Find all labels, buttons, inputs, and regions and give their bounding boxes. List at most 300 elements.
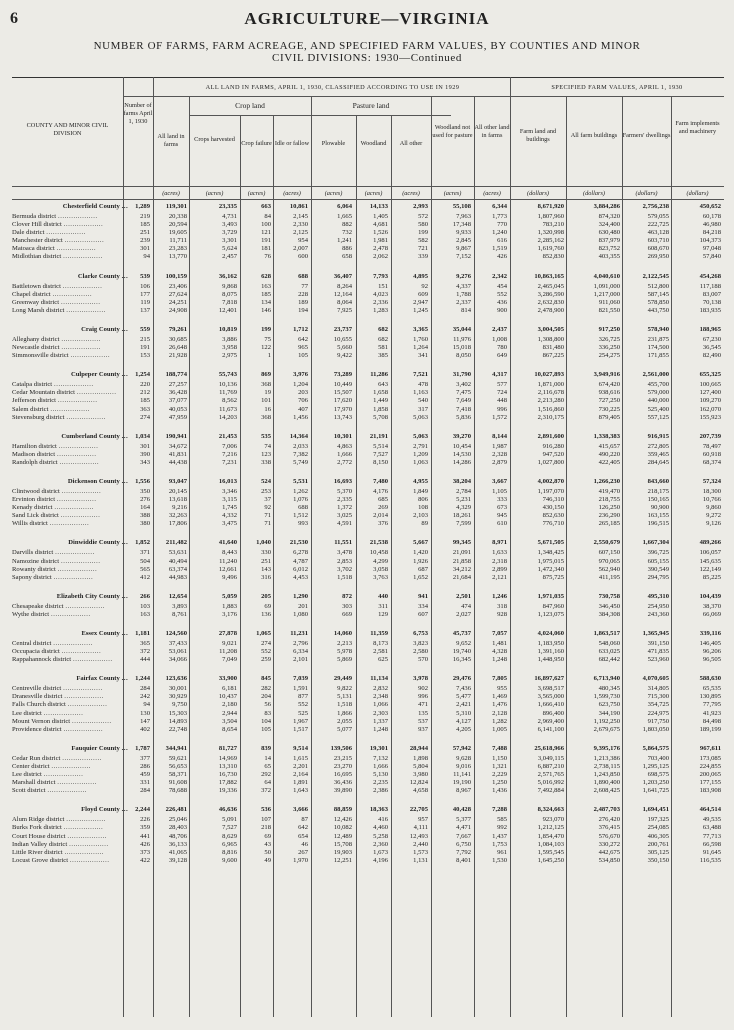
table-cell: 171,855	[647, 352, 669, 360]
district-row	[12, 640, 724, 648]
table-cell: 34,212	[452, 565, 471, 573]
table-cell: 236,290	[598, 512, 620, 520]
table-cell: 1,987	[492, 442, 507, 450]
table-cell: 4,205	[456, 725, 471, 733]
table-cell: 66,598	[702, 840, 721, 848]
table-cell: 3,763	[373, 573, 388, 581]
table-cell: 21,858	[452, 557, 471, 565]
table-cell: 5,836	[456, 413, 471, 421]
district-row	[12, 574, 724, 582]
table-cell: 996	[418, 693, 428, 701]
table-cell: 254,275	[598, 352, 620, 360]
table-cell: 2,845	[456, 237, 471, 245]
table-cell: 2,947	[413, 298, 428, 306]
table-cell: 73,289	[333, 371, 352, 379]
table-cell: 1,448,950	[537, 656, 564, 664]
table-cell: 48,706	[168, 832, 187, 840]
table-cell: 3,976	[293, 371, 308, 379]
table-cell: 190,941	[165, 432, 187, 440]
table-cell: 1,456	[293, 413, 308, 421]
table-cell: 197,325	[647, 816, 669, 824]
table-cell: 2,164	[293, 771, 308, 779]
table-cell: 839	[261, 744, 271, 752]
table-cell: 5,077	[337, 725, 352, 733]
table-cell: 928	[497, 610, 507, 618]
table-cell: 21,091	[452, 549, 471, 557]
table-cell: 38,370	[702, 602, 721, 610]
table-cell: 39,270	[452, 432, 471, 440]
table-cell: 127,400	[699, 389, 721, 397]
table-cell: 7,288	[492, 806, 507, 814]
table-cell: 1,760	[413, 335, 428, 343]
table-cell: 94	[143, 701, 150, 709]
data-table-body	[12, 187, 724, 865]
table-cell: 109,270	[699, 397, 721, 405]
table-cell: 117,188	[699, 282, 721, 290]
table-cell: 1,530	[492, 856, 507, 864]
header-all-land: All land in farms	[157, 133, 185, 148]
table-cell: 5,531	[293, 477, 308, 485]
table-cell: 10,082	[333, 824, 352, 832]
page-title: AGRICULTURE—VIRGINIA	[244, 9, 490, 28]
table-cell: 965	[298, 344, 308, 352]
table-cell: 5,708	[373, 413, 388, 421]
table-cell: 11,208	[219, 648, 237, 656]
header-woodland-not-pasture: Woodland not used for pasture	[432, 124, 473, 139]
county-total-row	[12, 591, 724, 603]
table-cell: 7,382	[293, 450, 308, 458]
district-name: Darvills district ………………	[12, 549, 95, 557]
table-cell: 84,498	[702, 717, 721, 725]
table-cell: 53,061	[168, 648, 187, 656]
table-cell: 7,418	[456, 405, 471, 413]
table-cell: 9,021	[222, 640, 237, 647]
header-farm-land-buildings: Farm land and buildings	[519, 128, 557, 143]
county-group	[12, 369, 724, 421]
table-cell: 1,854,470	[537, 832, 564, 840]
table-cell: 2,336	[373, 298, 388, 306]
district-name: Scott district ………………	[12, 787, 87, 795]
table-cell: 363	[140, 405, 150, 413]
table-cell: 204	[261, 693, 271, 701]
table-cell: 331	[140, 779, 150, 787]
table-cell: 218,175	[647, 487, 669, 495]
district-name: Ervinton district ………………	[12, 496, 97, 504]
table-cell: 1,066	[373, 701, 388, 709]
table-cell: 1,858	[373, 405, 388, 413]
table-cell: 100,159	[165, 272, 187, 280]
table-cell: 1,197,070	[537, 487, 564, 495]
table-cell: 350	[140, 487, 150, 495]
table-cell: 1,712	[293, 325, 308, 333]
table-cell: 1,883	[222, 602, 237, 610]
table-cell: 124,560	[165, 630, 187, 637]
table-cell: 305,125	[647, 848, 669, 856]
table-cell: 23,335	[218, 203, 237, 210]
table-cell: 31,790	[452, 371, 471, 379]
table-cell: 1,472,340	[537, 565, 564, 573]
table-cell: 1,572	[492, 413, 507, 421]
table-cell: 3,893	[172, 602, 187, 610]
table-cell: 1,420	[413, 549, 428, 557]
table-cell: 4,658	[413, 787, 428, 795]
table-cell: 577	[497, 381, 507, 389]
table-cell: 623,750	[598, 701, 620, 709]
table-cell: 37,433	[168, 640, 187, 647]
table-cell: 96,206	[702, 648, 721, 656]
table-cell: 8,971	[492, 539, 507, 547]
table-cell: 19	[264, 389, 271, 397]
table-cell: 715,300	[647, 693, 669, 701]
table-cell: 1,084,103	[537, 840, 564, 848]
unit-label: (acres)	[247, 190, 266, 197]
district-row	[12, 389, 724, 397]
table-cell: 68,374	[702, 458, 721, 466]
table-cell: 77	[301, 282, 308, 290]
table-cell: 1,666	[373, 762, 388, 770]
table-cell: 243,360	[647, 610, 669, 618]
county-name: Clarke County …	[77, 272, 128, 280]
table-cell: 4,955	[413, 477, 428, 485]
table-cell: 688	[298, 504, 308, 512]
district-name: Matoaca district ………………	[12, 245, 96, 253]
table-cell: 669	[342, 610, 352, 618]
table-cell: 123,636	[165, 675, 187, 683]
table-cell: 4,176	[373, 487, 388, 495]
table-cell: 727,250	[598, 397, 620, 405]
table-cell: 643	[378, 381, 388, 389]
table-cell: 251	[140, 229, 150, 237]
table-cell: 2,679,675	[593, 725, 620, 733]
table-cell: 15,303	[168, 709, 187, 717]
table-cell: 155,923	[699, 413, 721, 421]
table-cell: 45,737	[452, 630, 471, 637]
table-cell: 9,860	[706, 504, 721, 512]
table-cell: 3,115	[222, 496, 237, 504]
table-cell: 19,301	[369, 744, 388, 752]
table-cell: 11,134	[370, 675, 388, 683]
table-cell: 254,085	[647, 824, 669, 832]
table-cell: 56	[264, 701, 271, 709]
table-cell: 224,975	[647, 709, 669, 717]
table-cell: 101	[261, 397, 271, 405]
table-cell: 1,248	[373, 725, 388, 733]
county-group	[12, 628, 724, 664]
table-cell: 205	[261, 592, 271, 600]
table-cell: 582	[418, 237, 428, 245]
table-cell: 368	[261, 413, 271, 421]
district-row	[12, 443, 724, 451]
table-cell: 525	[298, 709, 308, 717]
table-cell: 13,743	[333, 413, 352, 421]
county-name: Dickenson County …	[67, 477, 128, 485]
table-cell: 3,884,286	[593, 203, 620, 210]
table-cell: 1,633	[492, 549, 507, 557]
district-row	[12, 755, 724, 763]
county-name: Fairfax County …	[76, 675, 128, 683]
header-crop-failure: Crop failure	[241, 140, 272, 147]
table-cell: 377	[140, 754, 150, 762]
table-cell: 36,436	[333, 779, 352, 787]
table-cell: 2,125	[293, 229, 308, 237]
table-cell: 341	[418, 352, 428, 360]
table-cell: 318	[497, 602, 507, 610]
table-cell: 2,891,600	[537, 432, 564, 440]
table-cell: 957	[418, 816, 428, 824]
table-cell: 21,928	[168, 352, 187, 360]
table-cell: 30,929	[168, 693, 187, 701]
table-cell: 2,285,162	[537, 237, 564, 245]
table-cell: 687	[418, 565, 428, 573]
table-cell: 20,338	[168, 213, 187, 220]
table-cell: 559	[140, 325, 150, 333]
table-cell: 3,286,590	[537, 290, 564, 298]
table-cell: 504	[140, 557, 150, 565]
table-cell: 1,516,860	[537, 405, 564, 413]
district-row	[12, 221, 724, 229]
table-cell: 7,057	[492, 630, 507, 637]
table-cell: 2,457	[222, 253, 237, 261]
district-row	[12, 245, 724, 253]
table-cell: 2,103	[413, 512, 428, 520]
table-cell: 607,150	[598, 549, 620, 557]
table-cell: 53,631	[168, 549, 187, 557]
table-cell: 106	[140, 282, 150, 290]
table-cell: 2,027	[456, 610, 471, 618]
table-cell: 10,861	[289, 203, 308, 210]
table-cell: 776,710	[542, 520, 564, 528]
table-cell: 75	[264, 335, 271, 343]
table-cell: 12,493	[409, 832, 428, 840]
table-cell: 105	[298, 352, 308, 360]
table-cell: 3,666	[293, 806, 308, 814]
table-cell: 10,766	[702, 496, 721, 504]
table-cell: 2,437	[492, 325, 507, 333]
table-cell: 5,864,575	[642, 744, 669, 752]
table-cell: 269,950	[647, 253, 669, 261]
table-cell: 303	[342, 602, 352, 610]
table-cell: 1,123,075	[537, 610, 564, 618]
table-cell: 94	[143, 253, 150, 261]
header-rule-1	[123, 96, 724, 97]
table-cell: 996	[497, 405, 507, 413]
table-cell: 1,975,015	[537, 557, 564, 565]
table-cell: 8,144	[492, 432, 507, 440]
table-cell: 4,460	[373, 824, 388, 832]
table-cell: 1,926	[413, 557, 428, 565]
table-cell: 191	[140, 344, 150, 352]
table-cell: 200,761	[647, 840, 669, 848]
district-row	[12, 824, 724, 832]
table-cell: 879,405	[598, 413, 620, 421]
table-cell: 28,403	[168, 824, 187, 832]
table-cell: 85,225	[702, 573, 721, 581]
table-cell: 10,655	[333, 335, 352, 343]
table-cell: 454	[497, 282, 507, 290]
table-cell: 83,007	[702, 290, 721, 298]
district-name: Catalpa district ………………	[12, 381, 94, 389]
district-row	[12, 549, 724, 557]
district-name: Randolph district ………………	[12, 458, 99, 466]
table-cell: 7,527	[222, 824, 237, 832]
table-cell: 1,852	[135, 539, 150, 547]
table-cell: 15,708	[333, 840, 352, 848]
table-cell: 139,506	[330, 744, 352, 752]
table-cell: 587,145	[647, 290, 669, 298]
district-name: Cedar Mountain district ………………	[12, 389, 117, 397]
table-cell: 8,173	[373, 640, 388, 647]
table-cell: 6,965	[222, 840, 237, 848]
header-crop-land: Crop land	[235, 101, 265, 110]
table-cell: 143	[261, 565, 271, 573]
table-cell: 199	[261, 325, 271, 333]
table-cell: 19,605	[168, 229, 187, 237]
table-cell: 1,891	[293, 779, 308, 787]
table-cell: 103	[140, 602, 150, 610]
district-name: Manchester district ………………	[12, 237, 104, 245]
table-cell: 8,654	[222, 725, 237, 733]
table-cell: 218	[261, 824, 271, 832]
table-cell: 3,978	[413, 675, 428, 683]
table-cell: 1,289	[135, 203, 150, 210]
table-cell: 688	[298, 272, 308, 280]
table-cell: 649	[497, 352, 507, 360]
district-row	[12, 693, 724, 701]
table-cell: 11,769	[219, 389, 237, 397]
table-cell: 65	[264, 762, 271, 770]
table-cell: 39,128	[168, 856, 187, 864]
table-cell: 359	[140, 824, 150, 832]
table-cell: 17,970	[333, 405, 352, 413]
table-cell: 5,667	[413, 539, 428, 547]
table-cell: 415,657	[598, 442, 620, 450]
district-row	[12, 459, 724, 467]
district-row	[12, 710, 724, 718]
table-cell: 21,538	[369, 539, 388, 547]
table-cell: 24,251	[168, 298, 187, 306]
district-row	[12, 512, 724, 520]
table-cell: 2,478	[373, 245, 388, 253]
district-name: Lee district ………………	[12, 771, 84, 779]
table-cell: 1,773	[492, 213, 507, 220]
table-cell: 4,731	[222, 213, 237, 220]
county-group	[12, 591, 724, 619]
table-cell: 106,057	[699, 549, 721, 557]
district-row	[12, 307, 724, 315]
district-row	[12, 603, 724, 611]
table-cell: 3,478	[337, 549, 352, 557]
table-cell: 471	[418, 701, 428, 709]
table-cell: 40,428	[452, 806, 471, 814]
table-cell: 344,190	[598, 709, 620, 717]
district-name: Occupacia district ………………	[12, 648, 101, 656]
table-cell: 1,290	[293, 592, 308, 600]
table-cell: 1,262	[293, 487, 308, 495]
table-cell: 1,694,451	[642, 806, 669, 814]
table-cell: 8,075	[222, 290, 237, 298]
table-cell: 44,983	[168, 573, 187, 581]
table-cell: 41,831	[168, 450, 187, 458]
table-cell: 1,213,386	[593, 754, 620, 762]
table-cell: 122,149	[699, 565, 721, 573]
table-cell: 194	[298, 306, 308, 314]
table-cell: 36,545	[702, 344, 721, 352]
table-cell: 212	[140, 389, 150, 397]
table-cell: 419,470	[598, 487, 620, 495]
table-cell: 440	[378, 592, 388, 600]
table-cell: 3,346	[222, 487, 237, 495]
district-name: Wythe district ………………	[12, 610, 91, 618]
table-cell: 2,738,115	[593, 762, 620, 770]
table-cell: 11,976	[453, 335, 471, 343]
page-number: 6	[10, 10, 18, 27]
table-cell: 11,711	[169, 237, 187, 245]
district-row	[12, 237, 724, 245]
table-cell: 14,530	[452, 450, 471, 458]
table-cell: 134	[261, 298, 271, 306]
table-cell: 92	[264, 504, 271, 512]
county-total-row	[12, 804, 724, 816]
table-cell: 14,364	[289, 432, 308, 440]
table-cell: 137	[140, 306, 150, 314]
district-name: Indian Valley district ………………	[12, 840, 109, 848]
district-row	[12, 504, 724, 512]
header-idle-fallow: Idle or fallow	[274, 140, 310, 147]
table-cell: 78,688	[168, 787, 187, 795]
table-cell: 732	[342, 229, 352, 237]
table-cell: 29,476	[452, 675, 471, 683]
district-name: Falls Church district ………………	[12, 701, 108, 709]
district-name: Clintwood district ………………	[12, 487, 102, 495]
table-cell: 6,141,100	[537, 725, 564, 733]
table-cell: 10,819	[218, 325, 237, 333]
table-cell: 339	[418, 253, 428, 261]
table-cell: 96,505	[702, 656, 721, 664]
table-cell: 1,240	[492, 229, 507, 237]
table-cell: 19,336	[218, 787, 237, 795]
table-cell: 9,216	[172, 504, 187, 512]
table-cell: 30,685	[168, 335, 187, 343]
table-cell: 3,958	[222, 344, 237, 352]
table-cell: 92	[421, 282, 428, 290]
table-cell: 13,618	[168, 496, 187, 504]
table-cell: 185	[140, 397, 150, 405]
table-cell: 20,594	[168, 221, 187, 229]
table-cell: 5,514	[373, 442, 388, 450]
table-cell: 330	[261, 549, 271, 557]
table-cell: 19,740	[452, 648, 471, 656]
district-name: Stevensburg district ………………	[12, 413, 106, 421]
table-cell: 1,863,517	[593, 630, 620, 637]
table-cell: 1,163	[413, 389, 428, 397]
table-cell: 4,329	[456, 504, 471, 512]
table-cell: 108	[418, 504, 428, 512]
table-cell: 4,317	[492, 371, 507, 379]
table-cell: 371	[140, 549, 150, 557]
district-name: Long Marsh district ………………	[12, 306, 106, 314]
table-cell: 12,426	[333, 816, 352, 824]
table-cell: 2,180	[222, 701, 237, 709]
table-cell: 941	[418, 592, 428, 600]
table-cell: 15,018	[452, 344, 471, 352]
table-cell: 1,519	[492, 245, 507, 253]
table-cell: 2,055	[337, 717, 352, 725]
table-cell: 46,636	[218, 806, 237, 814]
table-cell: 37,077	[168, 397, 187, 405]
table-cell: 224,855	[699, 762, 721, 770]
table-cell: 444	[140, 656, 150, 664]
table-cell: 2,487,703	[593, 806, 620, 814]
